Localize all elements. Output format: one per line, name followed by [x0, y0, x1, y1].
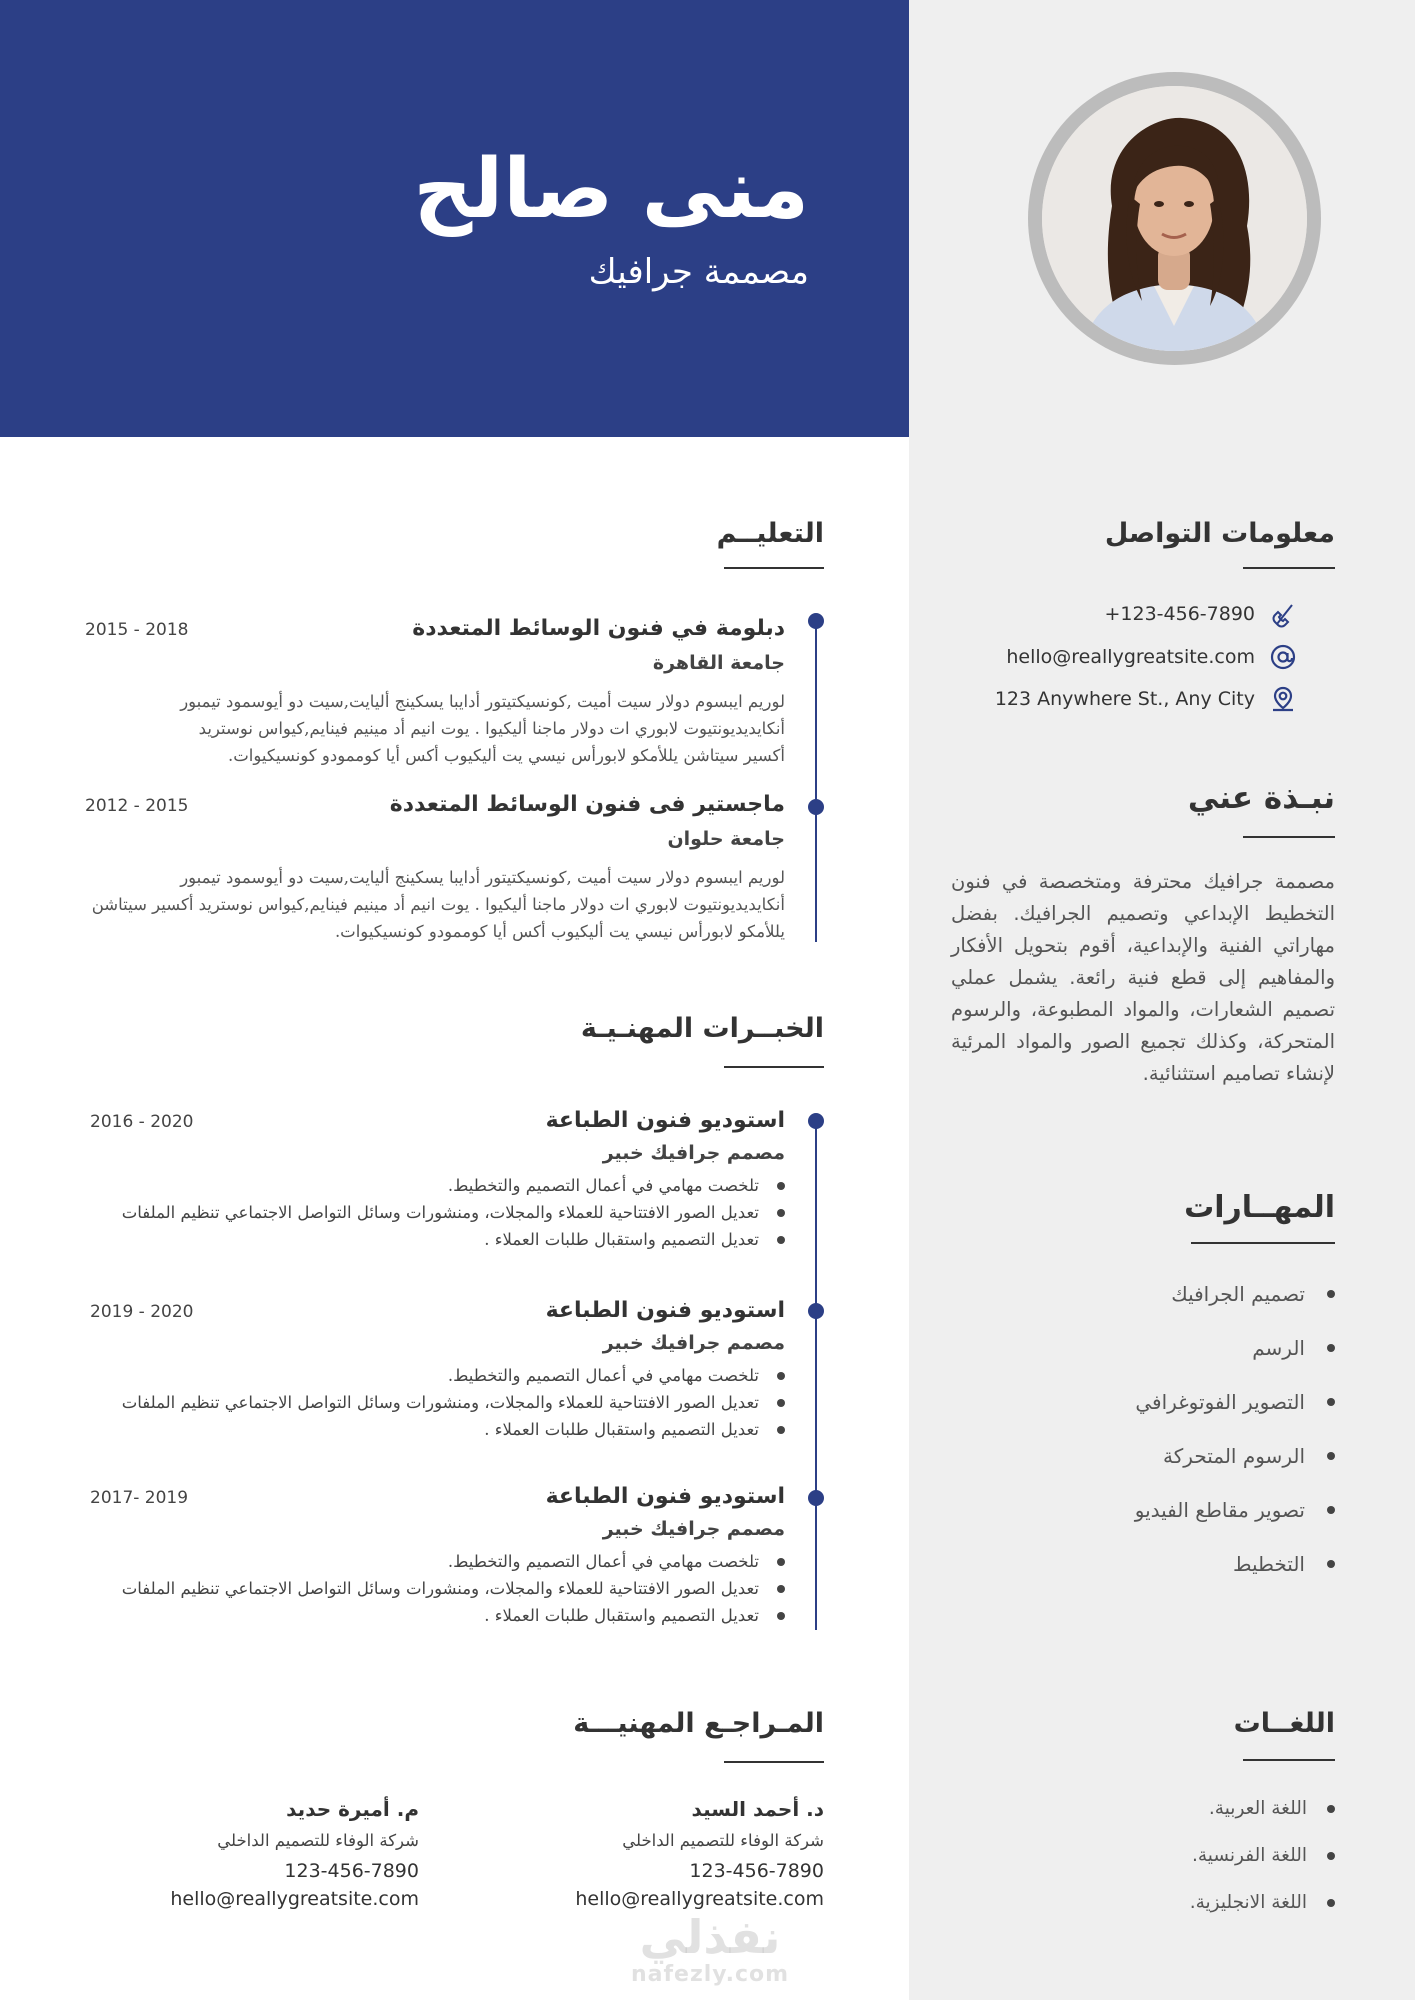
skill-label: الرسم — [1252, 1336, 1305, 1360]
description-line: أنكايديديونتيوت لابوري ات دولار ماجنا أليكيوا . يوت انيم أد مينيم فينايم,كيواس نوستريد أكسير سيتاشن — [91, 895, 785, 914]
experience-bullet — [484, 1230, 785, 1249]
experience-company: استوديو فنون الطباعة — [545, 1108, 785, 1133]
language-label: اللغة الانجليزية. — [1189, 1892, 1307, 1913]
contact-email-text[interactable]: hello@reallygreatsite.com — [1006, 646, 1255, 668]
watermark-arabic: نفذلي — [639, 1910, 781, 1964]
bullet-dot — [777, 1612, 785, 1620]
person-role: مصممة جرافيك — [588, 252, 809, 292]
experience-bullet — [448, 1552, 785, 1571]
language-item — [1209, 1798, 1335, 1819]
bullet-dot — [1327, 1560, 1335, 1568]
skill-label: التصوير الفوتوغرافي — [1135, 1390, 1305, 1414]
language-item — [1190, 1892, 1335, 1913]
timeline-dot — [808, 613, 824, 629]
bullet-dot — [777, 1372, 785, 1380]
experience-date: 2017- 2019 — [90, 1488, 189, 1508]
bullet-text: تعديل التصميم واستقبال طلبات العملاء . — [484, 1420, 759, 1439]
language-label: اللغة الفرنسية. — [1191, 1845, 1307, 1866]
bullet-dot — [1327, 1899, 1335, 1907]
contact-phone-text[interactable]: +123-456-7890 — [1104, 603, 1255, 625]
bullet-text: تعديل الصور الافتتاحية للعملاء والمجلات، ومنشورات وسائل التواصل الاجتماعي تنظيم الملفات — [121, 1393, 759, 1412]
location-pin-icon — [1269, 685, 1297, 713]
profile-photo — [1042, 86, 1307, 351]
bullet-text: تلخصت مهامي في أعمال التصميم والتخطيط. — [447, 1176, 759, 1195]
contact-address-row — [995, 685, 1297, 713]
bullet-text: تعديل التصميم واستقبال طلبات العملاء . — [484, 1606, 759, 1625]
bullet-text: تعديل التصميم واستقبال طلبات العملاء . — [484, 1230, 759, 1249]
skill-label: التخطيط — [1232, 1552, 1305, 1576]
watermark — [620, 1912, 800, 1987]
bullet-dot — [777, 1209, 785, 1217]
portrait-illustration — [1042, 86, 1307, 351]
bullet-text: تعديل الصور الافتتاحية للعملاء والمجلات، ومنشورات وسائل التواصل الاجتماعي تنظيم الملفات — [121, 1579, 759, 1598]
skill-item — [1252, 1336, 1335, 1360]
reference-card — [575, 1797, 824, 1910]
experience-date: 2016 - 2020 — [90, 1112, 194, 1132]
language-label: اللغة العربية. — [1208, 1798, 1307, 1819]
reference-email[interactable]: hello@reallygreatsite.com — [170, 1888, 419, 1910]
education-date: 2015 - 2018 — [85, 620, 189, 640]
contact-phone-row — [1104, 600, 1297, 628]
education-description — [145, 688, 785, 769]
education-timeline — [815, 622, 817, 942]
at-icon — [1269, 643, 1297, 671]
contact-section-title: معلومات التواصل — [1104, 518, 1335, 549]
description-line: لوريم ايبسوم دولار سيت أميت ,كونسيكتيتور أدايبا يسكينج أليايت,سيت دو أيوسمود تيمبور — [180, 692, 785, 711]
education-entry — [85, 616, 785, 776]
experience-bullet — [122, 1203, 785, 1222]
about-title-rule — [1243, 836, 1335, 838]
experience-bullet — [484, 1606, 785, 1625]
experience-timeline — [815, 1120, 817, 1630]
experience-entry — [90, 1108, 785, 1258]
experience-position: مصمم جرافيك خبير — [602, 1332, 785, 1354]
contact-title-rule — [1243, 567, 1335, 569]
education-date: 2012 - 2015 — [85, 796, 189, 816]
languages-title-rule — [1243, 1759, 1335, 1761]
education-entry — [85, 792, 785, 952]
reference-phone[interactable]: 123-456-7890 — [284, 1860, 419, 1882]
skill-item — [1135, 1498, 1335, 1522]
education-degree: دبلومة في فنون الوسائط المتعددة — [412, 616, 785, 641]
bullet-dot — [777, 1182, 785, 1190]
education-section-title: التعليــم — [716, 518, 824, 549]
bullet-dot — [777, 1399, 785, 1407]
bullet-text: تلخصت مهامي في أعمال التصميم والتخطيط. — [447, 1552, 759, 1571]
reference-card — [170, 1797, 419, 1910]
experience-entry — [90, 1298, 785, 1448]
skill-label: تصميم الجرافيك — [1171, 1282, 1305, 1306]
skill-item — [1163, 1444, 1335, 1468]
bullet-dot — [777, 1236, 785, 1244]
references-section-title: المـراجـع المهنيـــة — [573, 1708, 824, 1739]
experience-company: استوديو فنون الطباعة — [545, 1298, 785, 1323]
skill-label: تصوير مقاطع الفيديو — [1134, 1498, 1305, 1522]
education-school: جامعة القاهرة — [652, 652, 785, 674]
experience-date: 2019 - 2020 — [90, 1302, 194, 1322]
description-line: لوريم ايبسوم دولار سيت أميت ,كونسيكتيتور أدايبا يسكينج أليايت,سيت دو أيوسمود تيمبور — [180, 868, 785, 887]
timeline-dot — [808, 799, 824, 815]
experience-title-rule — [724, 1066, 824, 1068]
experience-position: مصمم جرافيك خبير — [602, 1142, 785, 1164]
bullet-dot — [1327, 1344, 1335, 1352]
languages-section-title: اللغــات — [1233, 1708, 1335, 1739]
watermark-latin: nafezly.com — [630, 1962, 790, 1987]
bullet-dot — [777, 1585, 785, 1593]
phone-icon — [1269, 600, 1297, 628]
experience-bullet — [122, 1393, 785, 1412]
bullet-dot — [1327, 1452, 1335, 1460]
skill-item — [1233, 1552, 1335, 1576]
bullet-dot — [1327, 1852, 1335, 1860]
education-school: جامعة حلوان — [667, 828, 785, 850]
education-description — [85, 864, 785, 945]
language-item — [1192, 1845, 1335, 1866]
skills-list — [1035, 1282, 1335, 1582]
bullet-dot — [777, 1426, 785, 1434]
about-text: مصممة جرافيك محترفة ومتخصصة في فنون التخطيط الإبداعي وتصميم الجرافيك. بفضل مهاراتي الفنية والإبداعية، أقوم بتحويل الأفكار والمفاهيم إلى قطع فنية رائعة. يشمل عملي تصميم الشعارات، والمواد المطبوعة، والرسوم المتحركة، وكذلك تجميع الصور والمواد المرئية لإنشاء تصاميم استثنائية. — [951, 870, 1335, 1085]
timeline-dot — [808, 1113, 824, 1129]
bullet-dot — [777, 1558, 785, 1566]
skills-title-rule — [1191, 1242, 1335, 1244]
education-title-rule — [724, 567, 824, 569]
bullet-text: تلخصت مهامي في أعمال التصميم والتخطيط. — [447, 1366, 759, 1385]
header-banner — [0, 0, 909, 437]
bullet-dot — [1327, 1805, 1335, 1813]
reference-company: شركة الوفاء للتصميم الداخلي — [622, 1831, 824, 1850]
reference-company: شركة الوفاء للتصميم الداخلي — [217, 1831, 419, 1850]
description-line: يللأمكو لابورأس نيسي يت أليكيوب أكس أيا كوممودو كونسيكيوات. — [334, 922, 785, 941]
experience-bullet — [122, 1579, 785, 1598]
reference-email[interactable]: hello@reallygreatsite.com — [575, 1888, 824, 1910]
timeline-dot — [808, 1303, 824, 1319]
skill-item — [1171, 1282, 1335, 1306]
reference-phone[interactable]: 123-456-7890 — [689, 1860, 824, 1882]
experience-position: مصمم جرافيك خبير — [602, 1518, 785, 1540]
reference-name: م. أميرة حديد — [286, 1797, 419, 1821]
description-line: أكسير سيتاشن يللأمكو لابورأس نيسي يت أليكيوب أكس أيا كوممودو كونسيكيوات. — [228, 746, 785, 765]
description-line: أنكايديديونتيوت لابوري ات دولار ماجنا أليكيوا . يوت انيم أد مينيم فينايم,كيواس نوستريد — [198, 719, 785, 738]
education-degree: ماجستير فى فنون الوسائط المتعددة — [389, 792, 785, 817]
profile-photo-frame — [1028, 72, 1321, 365]
timeline-dot — [808, 1490, 824, 1506]
experience-bullet — [448, 1176, 785, 1195]
experience-company: استوديو فنون الطباعة — [545, 1484, 785, 1509]
bullet-dot — [1327, 1506, 1335, 1514]
about-section-title: نبـذة عني — [1187, 780, 1335, 816]
skill-label: الرسوم المتحركة — [1163, 1444, 1305, 1468]
contact-address-text: 123 Anywhere St., Any City — [994, 688, 1255, 710]
experience-bullet — [448, 1366, 785, 1385]
bullet-dot — [1327, 1290, 1335, 1298]
references-title-rule — [724, 1761, 824, 1763]
bullet-dot — [1327, 1398, 1335, 1406]
bullet-text: تعديل الصور الافتتاحية للعملاء والمجلات، ومنشورات وسائل التواصل الاجتماعي تنظيم الملفات — [121, 1203, 759, 1222]
experience-entry — [90, 1484, 785, 1634]
experience-bullet — [484, 1420, 785, 1439]
contact-email-row — [1006, 643, 1297, 671]
skill-item — [1135, 1390, 1335, 1414]
person-name: منى صالح — [413, 142, 809, 237]
experience-section-title: الخبــرات المهنـيـة — [580, 1013, 824, 1044]
reference-name: د. أحمد السيد — [691, 1797, 824, 1821]
skills-section-title: المهــارات — [1184, 1190, 1335, 1225]
